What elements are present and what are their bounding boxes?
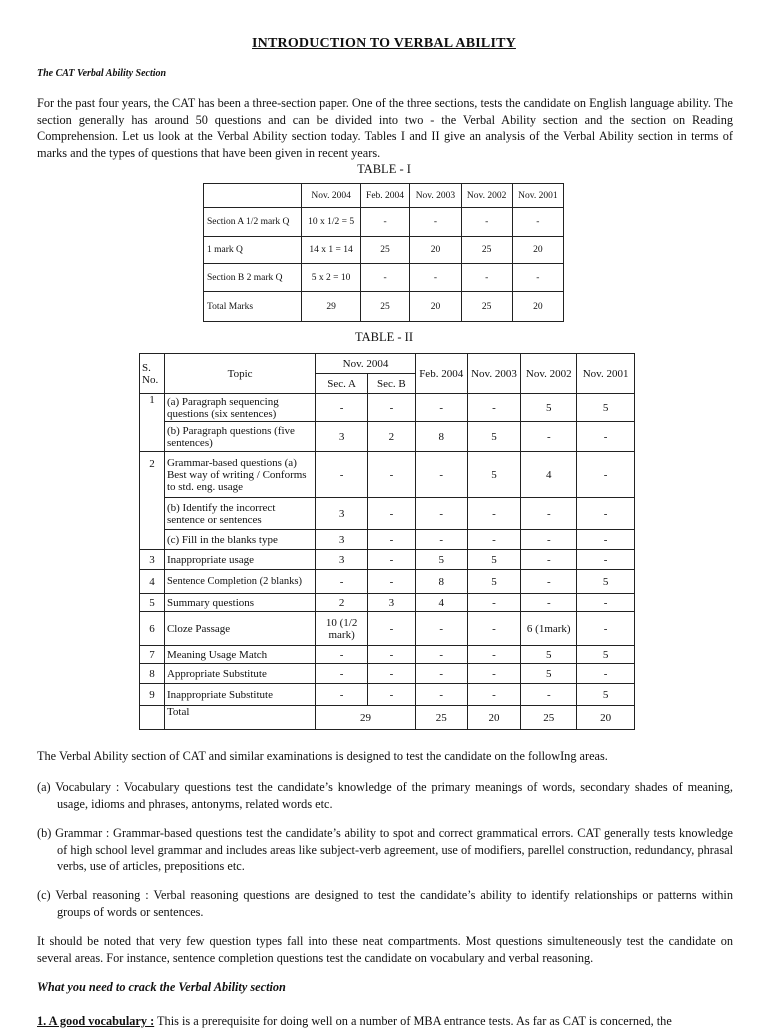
value-cell: 29: [316, 706, 416, 730]
value-cell: 6 (1mark): [521, 612, 577, 646]
value-cell: -: [316, 570, 368, 594]
topic-cell: Appropriate Substitute: [164, 664, 315, 684]
value-cell: 5: [521, 394, 577, 422]
table1-cell: 25: [461, 292, 512, 322]
value-cell: -: [316, 664, 368, 684]
topic-cell: Grammar-based questions (a) Best way of writing / Conforms to std. eng. usage: [164, 452, 315, 498]
topic-cell: Inappropriate usage: [164, 550, 315, 570]
value-cell: 2: [368, 422, 416, 452]
point-1-label: 1. A good vocabulary :: [37, 1014, 155, 1028]
value-cell: 5: [521, 646, 577, 664]
table1-header-cell: Feb. 2004: [360, 184, 410, 208]
value-cell: -: [467, 684, 521, 706]
value-cell: 5: [577, 646, 635, 664]
value-cell: -: [415, 530, 467, 550]
table-2: [139, 353, 635, 730]
value-cell: -: [521, 594, 577, 612]
value-cell: 25: [415, 706, 467, 730]
value-cell: 5: [467, 570, 521, 594]
value-cell: -: [577, 530, 635, 550]
topic-cell: Total: [164, 706, 315, 730]
value-cell: 5: [577, 570, 635, 594]
section-heading: What you need to crack the Verbal Ability section: [37, 980, 286, 994]
value-cell: -: [577, 422, 635, 452]
intro-paragraph: For the past four years, the CAT has been a three-section paper. One of the three sections, tests the candidate on English language ability. The section generally has around 50 questions and can be divided into two - the Verbal Ability section and the section on Reading Comprehension. Let us look at the Verbal Ability section today. Tables I and II give an analysis of the Verbal Ability section in terms of marks and the types of questions that have been given in recent years.: [37, 96, 733, 160]
topic-cell: Summary questions: [164, 594, 315, 612]
table1-row-label: Total Marks: [204, 292, 302, 322]
point-1: [37, 1014, 733, 1029]
table-row: [140, 530, 635, 550]
table1-row-label: Section B 2 mark Q: [204, 264, 302, 292]
value-cell: -: [415, 394, 467, 422]
table1-header-cell: Nov. 2003: [410, 184, 461, 208]
table-1: [203, 183, 564, 322]
table1-cell: 20: [512, 237, 563, 264]
value-cell: 3: [316, 498, 368, 530]
point-1-text: This is a prerequisite for doing well on a number of MBA entrance tests. As far as CAT is concerned, the: [154, 1014, 672, 1028]
value-cell: -: [521, 530, 577, 550]
value-cell: -: [521, 684, 577, 706]
area-vocabulary: (a) Vocabulary : Vocabulary questions test the candidate’s knowledge of the primary meanings of words, secondary shades of meaning, usage, idioms and phrases, antonyms, related words etc.: [37, 780, 733, 811]
value-cell: -: [368, 498, 416, 530]
value-cell: -: [316, 646, 368, 664]
table-row: [140, 570, 635, 594]
value-cell: 4: [521, 452, 577, 498]
topic-cell: (c) Fill in the blanks type: [164, 530, 315, 550]
value-cell: -: [577, 498, 635, 530]
sno-header: S. No.: [140, 354, 165, 394]
value-cell: 5: [415, 550, 467, 570]
table-row: [140, 550, 635, 570]
note-paragraph: It should be noted that very few question types fall into these neat compartments. Most questions simulteneously test the candidate on several areas. For instance, sentence completion questions test the candidate on vocabulary and verbal reasoning.: [37, 934, 733, 965]
value-cell: 3: [316, 530, 368, 550]
table1-cell: 5 x 2 = 10: [302, 264, 360, 292]
value-cell: -: [415, 646, 467, 664]
table-row: [140, 664, 635, 684]
value-cell: -: [577, 594, 635, 612]
area-verbal-reasoning: (c) Verbal reasoning : Verbal reasoning questions are designed to test the candidate’s ability to identify relationships or patterns within groups of words or sentences.: [37, 888, 733, 919]
nov2001-header: Nov. 2001: [577, 354, 635, 394]
topic-cell: (a) Paragraph sequencing questions (six sentences): [164, 394, 315, 422]
value-cell: 20: [467, 706, 521, 730]
nov2002-header: Nov. 2002: [521, 354, 577, 394]
table-row: [140, 684, 635, 706]
table1-cell: 10 x 1/2 = 5: [302, 208, 360, 237]
value-cell: 8: [415, 422, 467, 452]
table1-row: [204, 237, 564, 264]
topic-cell: Meaning Usage Match: [164, 646, 315, 664]
value-cell: -: [577, 664, 635, 684]
table-row: [140, 594, 635, 612]
sno-cell: 6: [140, 612, 165, 646]
value-cell: -: [316, 394, 368, 422]
table1-cell: -: [410, 208, 461, 237]
section-subtitle: The CAT Verbal Ability Section: [37, 68, 167, 79]
value-cell: -: [368, 452, 416, 498]
table1-cell: 25: [461, 237, 512, 264]
areas-intro: The Verbal Ability section of CAT and similar examinations is designed to test the candidate on the followIng areas.: [37, 749, 608, 763]
table1-row: [204, 264, 564, 292]
table-row: [140, 612, 635, 646]
table1-row-label: Section A 1/2 mark Q: [204, 208, 302, 237]
table2-header-row: [140, 354, 635, 374]
topic-header: Topic: [164, 354, 315, 394]
value-cell: -: [467, 612, 521, 646]
sno-cell: 5: [140, 594, 165, 612]
sno-cell: 9: [140, 684, 165, 706]
value-cell: -: [415, 452, 467, 498]
table1-total-row: [204, 292, 564, 322]
value-cell: 10 (1/2 mark): [316, 612, 368, 646]
sno-cell: 7: [140, 646, 165, 664]
table1-cell: -: [461, 264, 512, 292]
table1-header-cell: [204, 184, 302, 208]
value-cell: -: [368, 684, 416, 706]
topic-cell: Cloze Passage: [164, 612, 315, 646]
value-cell: -: [577, 452, 635, 498]
sno-cell: 2: [140, 452, 165, 550]
value-cell: -: [316, 452, 368, 498]
table1-header-cell: Nov. 2002: [461, 184, 512, 208]
value-cell: -: [368, 612, 416, 646]
table1-cell: 14 x 1 = 14: [302, 237, 360, 264]
value-cell: 3: [316, 550, 368, 570]
table-row: [140, 498, 635, 530]
table1-cell: -: [512, 264, 563, 292]
table2-caption: TABLE - II: [354, 330, 413, 344]
value-cell: -: [415, 684, 467, 706]
table1-cell: 29: [302, 292, 360, 322]
value-cell: 5: [521, 664, 577, 684]
table-row: [140, 422, 635, 452]
value-cell: -: [467, 646, 521, 664]
value-cell: -: [368, 550, 416, 570]
table1-header-cell: Nov. 2004: [302, 184, 360, 208]
value-cell: -: [467, 594, 521, 612]
value-cell: -: [368, 394, 416, 422]
value-cell: 5: [467, 452, 521, 498]
topic-cell: (b) Identify the incorrect sentence or sentences: [164, 498, 315, 530]
value-cell: -: [467, 664, 521, 684]
value-cell: 5: [577, 394, 635, 422]
table1-cell: -: [461, 208, 512, 237]
table1-cell: -: [360, 208, 410, 237]
feb2004-header: Feb. 2004: [415, 354, 467, 394]
table1-cell: -: [410, 264, 461, 292]
sno-cell: 8: [140, 664, 165, 684]
value-cell: -: [415, 664, 467, 684]
value-cell: -: [521, 498, 577, 530]
value-cell: -: [467, 394, 521, 422]
secb-header: Sec. B: [368, 374, 416, 394]
table2-total-row: [140, 706, 635, 730]
value-cell: -: [521, 422, 577, 452]
value-cell: 2: [316, 594, 368, 612]
value-cell: 8: [415, 570, 467, 594]
topic-cell: Inappropriate Substitute: [164, 684, 315, 706]
table1-cell: -: [360, 264, 410, 292]
table1-caption: TABLE - I: [357, 162, 411, 176]
table1-cell: 20: [512, 292, 563, 322]
value-cell: -: [368, 664, 416, 684]
value-cell: -: [368, 530, 416, 550]
value-cell: 3: [316, 422, 368, 452]
table1-cell: 25: [360, 292, 410, 322]
table1-cell: 20: [410, 292, 461, 322]
nov2004-header: Nov. 2004: [316, 354, 416, 374]
sno-cell: 4: [140, 570, 165, 594]
value-cell: -: [467, 498, 521, 530]
value-cell: -: [316, 684, 368, 706]
table1-header-row: [204, 184, 564, 208]
value-cell: 3: [368, 594, 416, 612]
topic-cell: Sentence Completion (2 blanks): [164, 570, 315, 594]
table1-cell: 20: [410, 237, 461, 264]
value-cell: 5: [467, 550, 521, 570]
table1-row: [204, 208, 564, 237]
table1-cell: 25: [360, 237, 410, 264]
table1-row-label: 1 mark Q: [204, 237, 302, 264]
sno-cell: 3: [140, 550, 165, 570]
table-row: [140, 646, 635, 664]
sno-cell: [140, 706, 165, 730]
seca-header: Sec. A: [316, 374, 368, 394]
value-cell: -: [577, 550, 635, 570]
sno-cell: 1: [140, 394, 165, 452]
value-cell: -: [368, 570, 416, 594]
table1-cell: -: [512, 208, 563, 237]
area-grammar: (b) Grammar : Grammar-based questions test the candidate’s ability to spot and correct grammatical errors. CAT generally tests knowledge of high school level grammar and includes areas like subject-verb agreement, use of modifiers, parellel construction, redundancy, phrasal verbs, use of articles, prepositions etc.: [37, 826, 733, 873]
value-cell: -: [577, 612, 635, 646]
value-cell: 4: [415, 594, 467, 612]
value-cell: 25: [521, 706, 577, 730]
table1-header-cell: Nov. 2001: [512, 184, 563, 208]
value-cell: -: [521, 570, 577, 594]
nov2003-header: Nov. 2003: [467, 354, 521, 394]
value-cell: -: [521, 550, 577, 570]
value-cell: -: [415, 612, 467, 646]
value-cell: 5: [467, 422, 521, 452]
value-cell: -: [467, 530, 521, 550]
topic-cell: (b) Paragraph questions (five sentences): [164, 422, 315, 452]
table-row: [140, 452, 635, 498]
value-cell: -: [368, 646, 416, 664]
table-row: [140, 394, 635, 422]
value-cell: -: [415, 498, 467, 530]
value-cell: 5: [577, 684, 635, 706]
page-title: INTRODUCTION TO VERBAL ABILITY: [252, 36, 516, 51]
value-cell: 20: [577, 706, 635, 730]
